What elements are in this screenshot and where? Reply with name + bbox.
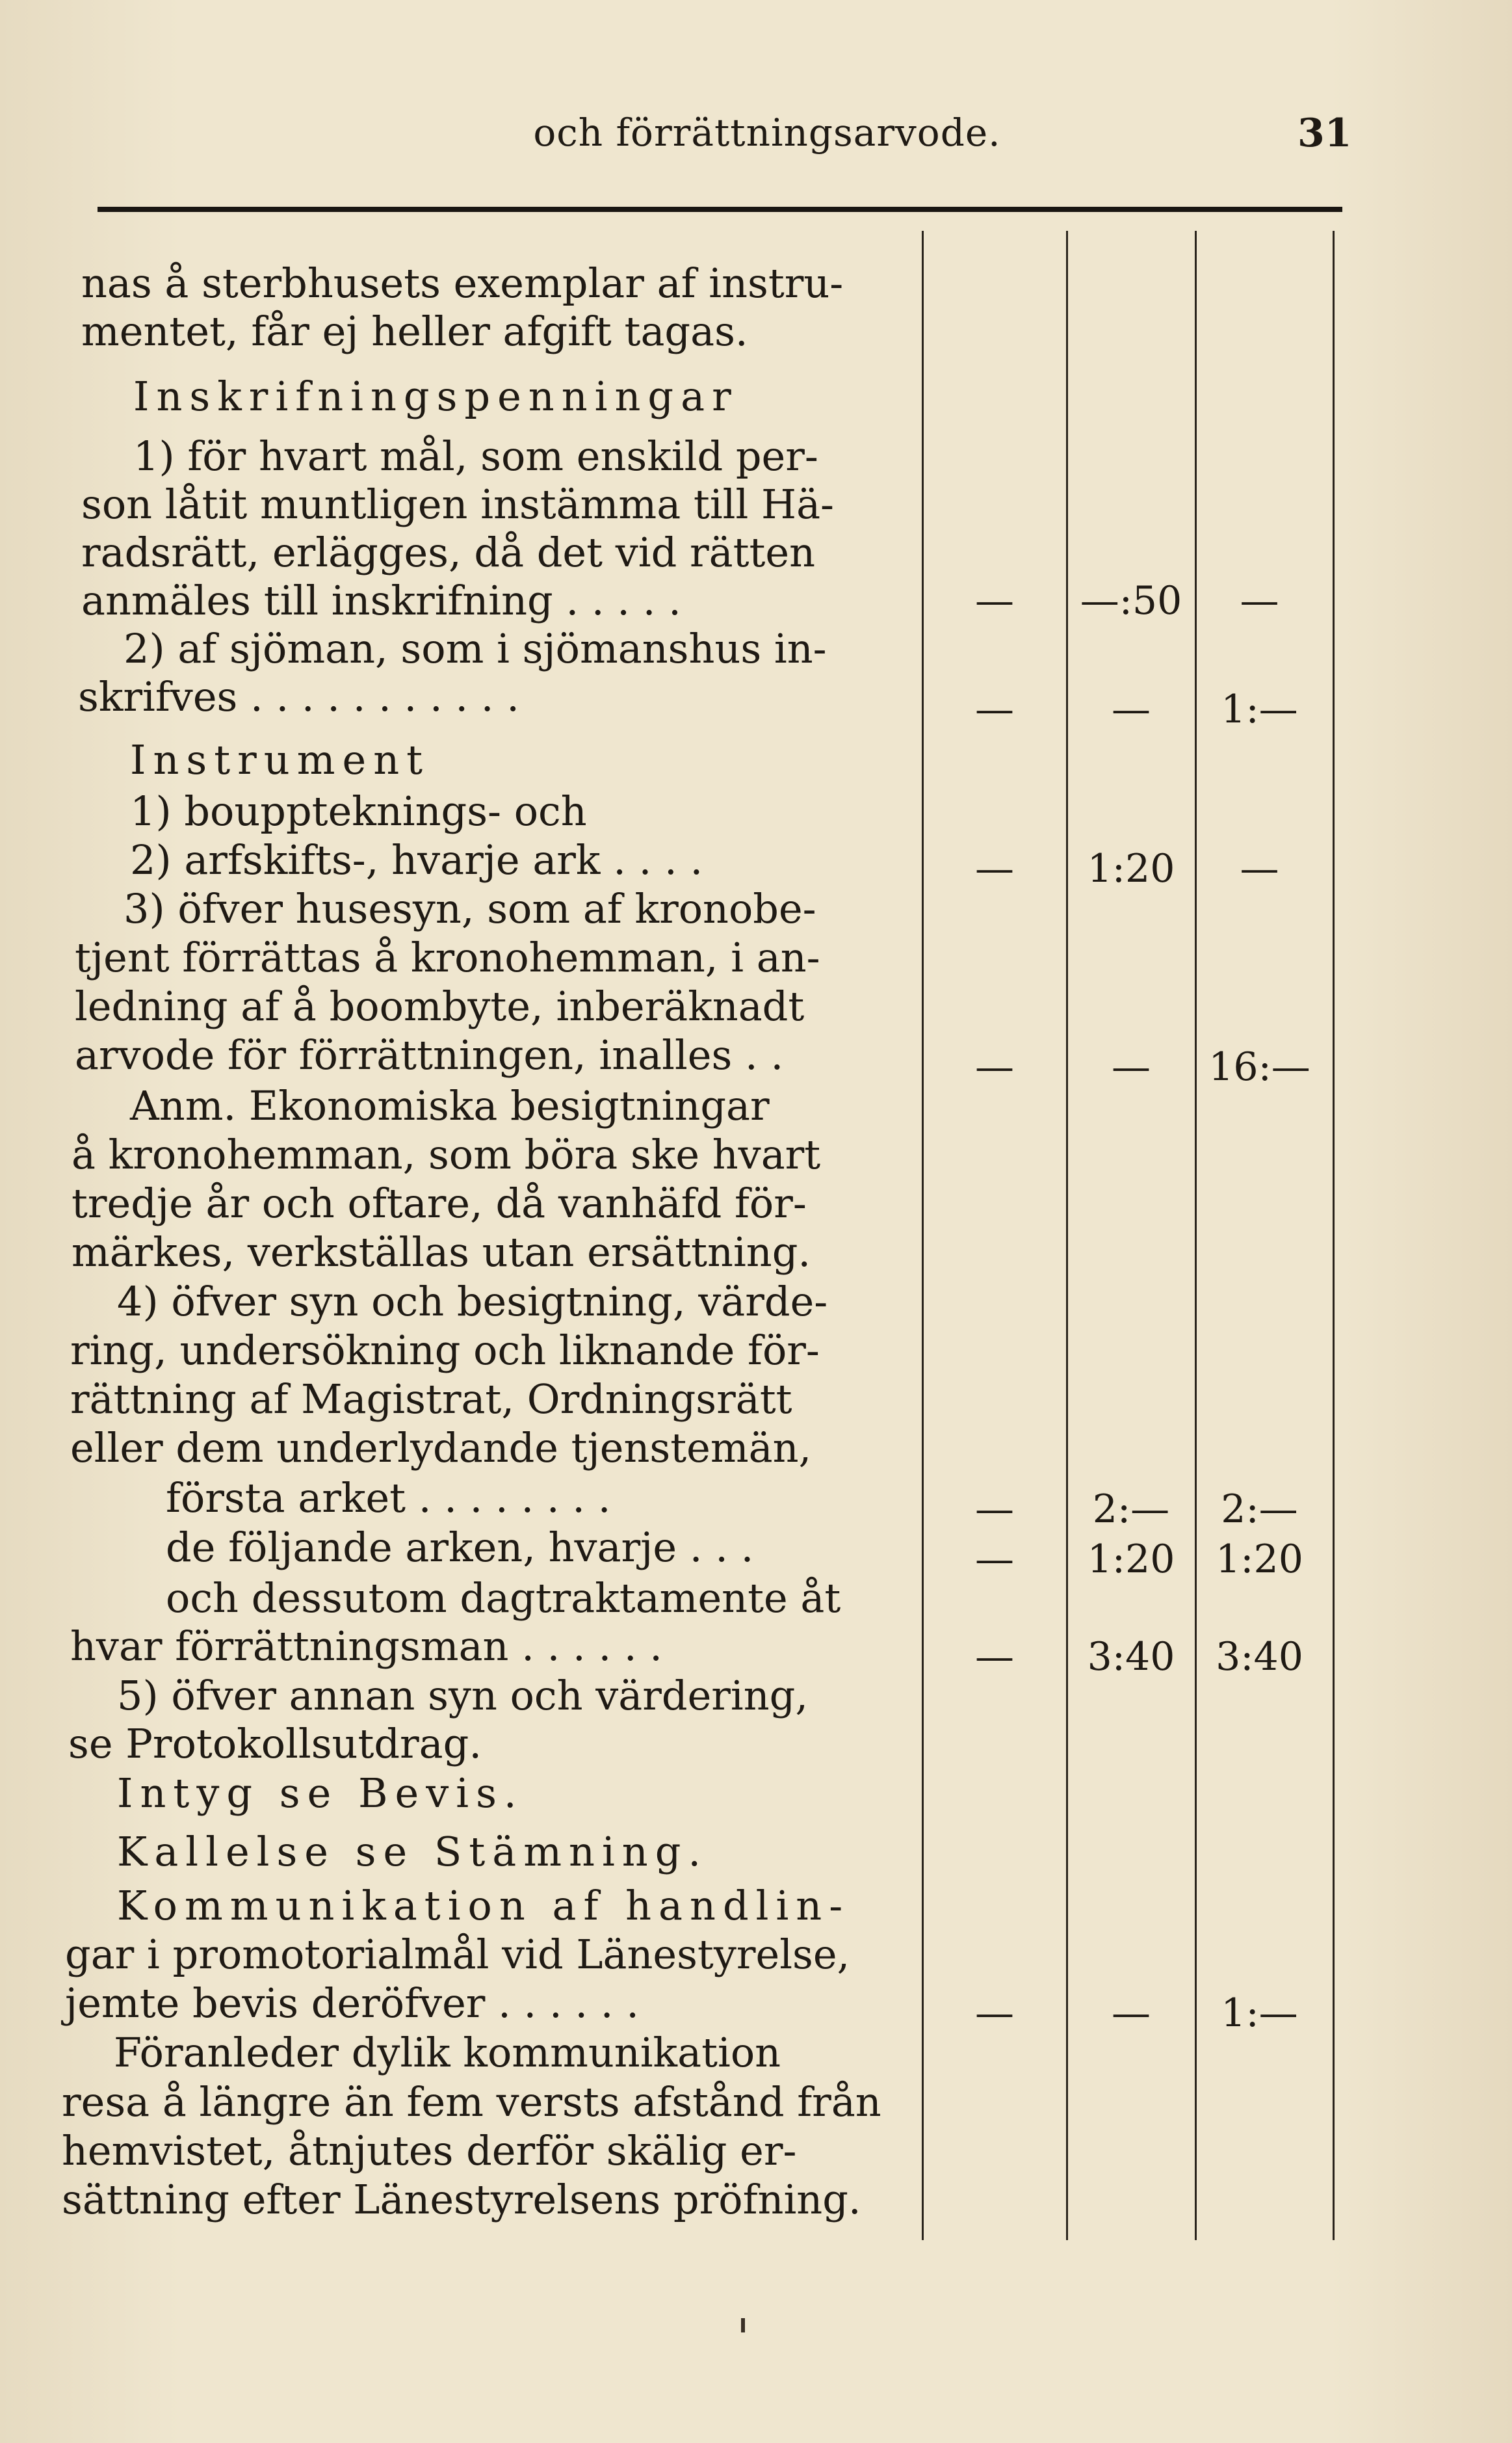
text-line: Anm. Ekonomiska besigtningar <box>130 1082 770 1129</box>
fee-cell: — <box>1112 1990 1151 2036</box>
text-line: hvar förrättningsman . . . . . . <box>70 1622 662 1670</box>
fee-cell: — <box>975 1634 1014 1680</box>
fee-cell: — <box>1112 687 1151 732</box>
text-line: 2) arfskifts-, hvarje ark . . . . <box>130 836 703 884</box>
section-heading: Instrument <box>130 736 430 784</box>
column-rule <box>1333 231 1335 2240</box>
text-line: första arket . . . . . . . . <box>166 1474 611 1522</box>
text-line: och dessutom dagtraktamente åt <box>166 1574 841 1622</box>
fee-cell: — <box>975 1044 1014 1090</box>
section-heading: Inskrifningspenningar <box>133 373 738 420</box>
text-line: 1) för hvart mål, som enskild per- <box>133 432 818 480</box>
text-line: nas å sterbhusets exemplar af instru- <box>81 259 844 307</box>
fee-cell: — <box>975 1990 1014 2036</box>
text-line: ledning af å boombyte, inberäknadt <box>75 983 805 1030</box>
text-line: mentet, får ej heller afgift tagas. <box>81 308 748 355</box>
page-number: 31 <box>1297 111 1352 156</box>
text-line: 2) af sjöman, som i sjömanshus in- <box>124 625 827 672</box>
text-line: tredje år och oftare, då vanhäfd för- <box>72 1180 807 1227</box>
section-heading: Kallelse se Stämning. <box>117 1828 709 1875</box>
fee-cell: — <box>975 687 1014 732</box>
fee-cell: — <box>975 1486 1014 1532</box>
fee-cell: 16:— <box>1208 1044 1310 1090</box>
fee-cell: — <box>975 1537 1014 1582</box>
section-heading: Kommunikation af handlin- <box>117 1882 850 1929</box>
text-line: de följande arken, hvarje . . . <box>166 1524 754 1571</box>
text-line: se Protokollsutdrag. <box>68 1720 482 1767</box>
text-line: rättning af Magistrat, Ordningsrätt <box>70 1375 792 1423</box>
fee-cell: 1:— <box>1221 687 1298 732</box>
text-line: Föranleder dylik kommunikation <box>114 2029 781 2076</box>
text-line: å kronohemman, som böra ske hvart <box>72 1131 821 1178</box>
fee-cell: 3:40 <box>1216 1634 1303 1680</box>
text-line: 3) öfver husesyn, som af kronobe- <box>124 885 816 932</box>
ink-speck <box>741 2318 745 2332</box>
text-line: 1) bouppteknings- och <box>130 787 587 835</box>
column-rule <box>1195 231 1197 2240</box>
header-rule <box>98 207 1342 212</box>
text-line: eller dem underlydande tjenstemän, <box>70 1424 812 1472</box>
fee-cell: — <box>975 846 1014 891</box>
fee-cell: — <box>1112 1044 1151 1090</box>
text-line: märkes, verkställas utan ersättning. <box>72 1228 811 1276</box>
fee-cell: — <box>975 578 1014 624</box>
text-line: skrifves . . . . . . . . . . . <box>78 673 519 720</box>
text-line: 5) öfver annan syn och värdering, <box>117 1672 809 1719</box>
text-line: radsrätt, erlägges, då det vid rätten <box>81 529 816 576</box>
fee-cell: 1:— <box>1221 1990 1298 2036</box>
fee-cell: 1:20 <box>1087 846 1175 891</box>
text-line: resa å längre än fem versts afstånd från <box>62 2078 881 2126</box>
running-header: och förrättningsarvode. <box>533 111 1001 155</box>
text-line: arvode för förrättningen, inalles . . <box>75 1031 784 1079</box>
fee-cell: 2:— <box>1221 1486 1298 1532</box>
text-line: gar i promotorialmål vid Länestyrelse, <box>65 1931 850 1978</box>
text-line: 4) öfver syn och besigtning, värde- <box>117 1278 828 1325</box>
text-line: sättning efter Länestyrelsens pröfning. <box>62 2176 861 2223</box>
text-line: hemvistet, åtnjutes derför skälig er- <box>62 2127 797 2174</box>
fee-cell: — <box>1240 846 1279 891</box>
section-heading: Intyg se Bevis. <box>117 1769 524 1817</box>
fee-cell: —:50 <box>1080 578 1182 624</box>
fee-cell: 3:40 <box>1087 1634 1175 1680</box>
fee-cell: — <box>1240 578 1279 624</box>
column-rule <box>922 231 924 2240</box>
text-line: anmäles till inskrifning . . . . . <box>81 577 681 624</box>
fee-cell: 2:— <box>1092 1486 1170 1532</box>
text-line: jemte bevis deröfver . . . . . . <box>65 1979 639 2027</box>
column-rule <box>1066 231 1068 2240</box>
fee-cell: 1:20 <box>1216 1537 1303 1582</box>
text-line: tjent förrättas å kronohemman, i an- <box>75 934 820 981</box>
text-line: ring, undersökning och liknande för- <box>70 1327 820 1374</box>
text-line: son låtit muntligen instämma till Hä- <box>81 481 834 528</box>
fee-cell: 1:20 <box>1087 1537 1175 1582</box>
